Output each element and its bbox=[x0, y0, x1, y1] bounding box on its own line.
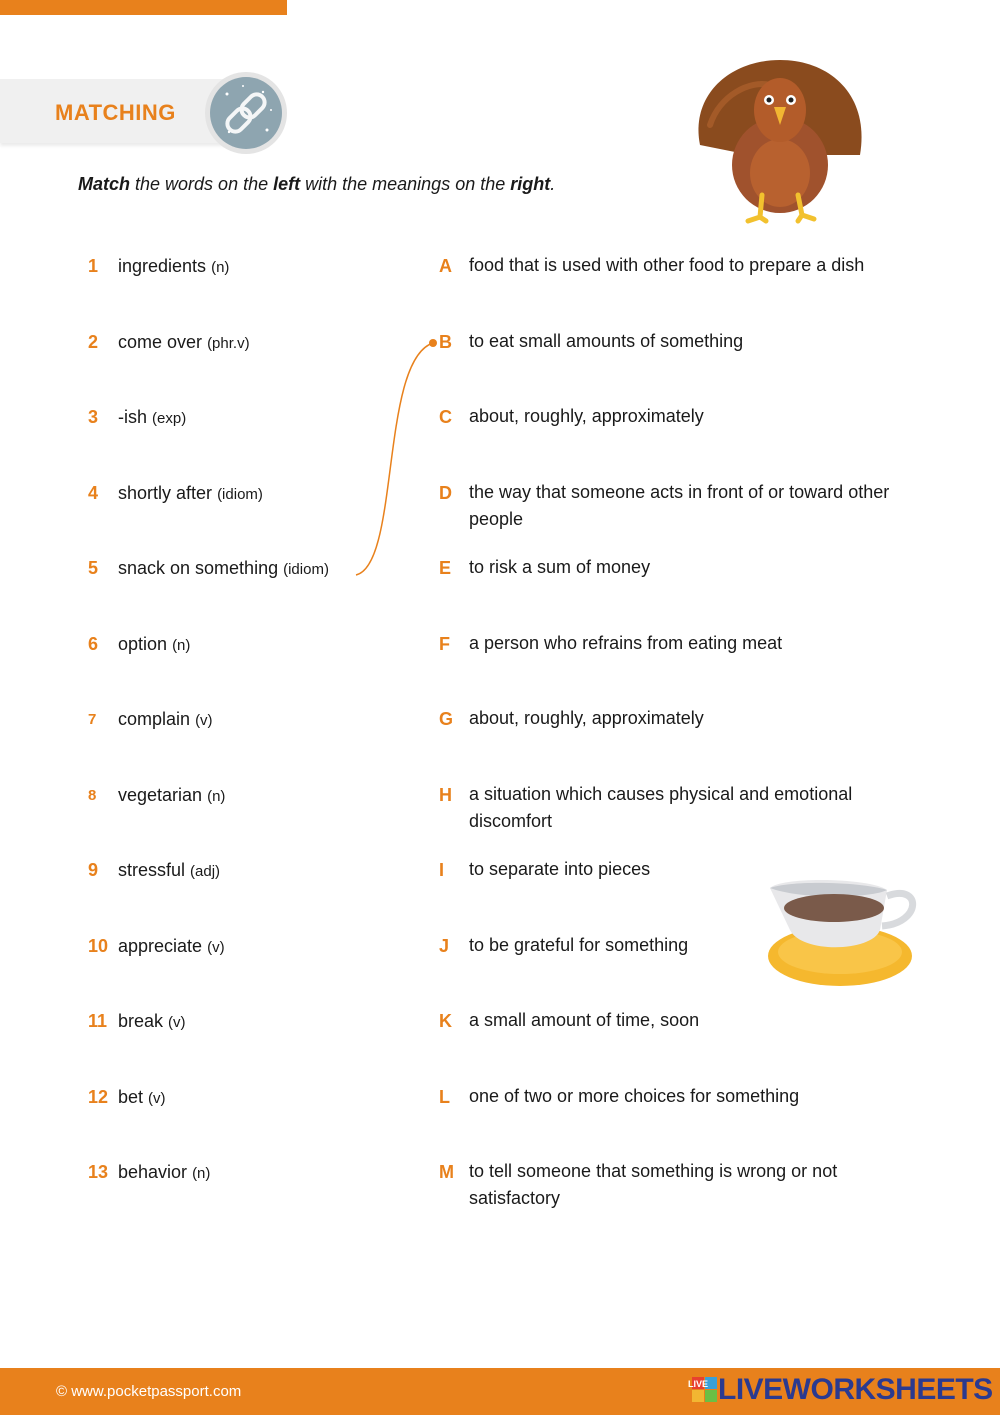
word-text: bet bbox=[118, 1087, 144, 1107]
word-text: shortly after bbox=[118, 483, 213, 503]
word-text: -ish bbox=[118, 407, 148, 427]
item-number: 11 bbox=[88, 1011, 108, 1031]
item-number: 8 bbox=[88, 787, 97, 804]
meaning-item[interactable]: to tell someone that something is wrong or not satisfactory bbox=[469, 1161, 838, 1208]
liveworksheets-logo[interactable]: LIVEWORKSHEETS bbox=[718, 1373, 993, 1406]
meaning-letter: G bbox=[439, 709, 454, 729]
meaning-letter: I bbox=[439, 860, 445, 880]
part-of-speech: (n) bbox=[207, 788, 226, 805]
part-of-speech: (n) bbox=[192, 1165, 211, 1182]
meaning-letter: A bbox=[439, 256, 452, 276]
word-text: ingredients bbox=[118, 256, 207, 276]
meaning-item[interactable]: one of two or more choices for something bbox=[469, 1086, 800, 1106]
footer-copyright[interactable]: © www.pocketpassport.com bbox=[56, 1383, 242, 1400]
meaning-letter: D bbox=[439, 483, 452, 503]
word-text: complain bbox=[118, 709, 191, 729]
meaning-item[interactable]: to be grateful for something bbox=[469, 935, 689, 955]
item-number: 1 bbox=[88, 256, 99, 276]
part-of-speech: (n) bbox=[211, 259, 230, 276]
item-number: 10 bbox=[88, 936, 109, 956]
part-of-speech: (v) bbox=[148, 1090, 166, 1107]
meaning-item[interactable]: a small amount of time, soon bbox=[469, 1010, 700, 1030]
meaning-letter: M bbox=[439, 1162, 454, 1182]
item-number: 2 bbox=[88, 332, 99, 352]
item-number: 9 bbox=[88, 860, 99, 880]
item-number: 4 bbox=[88, 483, 99, 503]
part-of-speech: (v) bbox=[168, 1014, 186, 1031]
meaning-item[interactable]: about, roughly, approximately bbox=[469, 406, 704, 426]
item-number: 5 bbox=[88, 558, 99, 578]
word-text: come over bbox=[118, 332, 203, 352]
word-text: behavior bbox=[118, 1162, 188, 1182]
section-title: MATCHING bbox=[55, 100, 176, 125]
meaning-item[interactable]: about, roughly, approximately bbox=[469, 708, 704, 728]
meaning-item[interactable]: food that is used with other food to prepare a dish bbox=[469, 255, 865, 275]
part-of-speech: (v) bbox=[195, 712, 213, 729]
item-number: 12 bbox=[88, 1087, 109, 1107]
meaning-item[interactable]: to eat small amounts of something bbox=[469, 331, 744, 351]
meaning-letter: B bbox=[439, 332, 452, 352]
meaning-item[interactable]: a person who refrains from eating meat bbox=[469, 633, 783, 653]
item-number: 3 bbox=[88, 407, 99, 427]
meaning-letter: E bbox=[439, 558, 452, 578]
part-of-speech: (phr.v) bbox=[207, 335, 250, 352]
meaning-item[interactable]: to separate into pieces bbox=[469, 859, 651, 879]
word-text: option bbox=[118, 634, 168, 654]
item-number: 6 bbox=[88, 634, 99, 654]
word-text: break bbox=[118, 1011, 164, 1031]
instruction-text: Match the words on the left with the meanings on the right. bbox=[78, 174, 556, 194]
liveworksheets-logo-icon bbox=[687, 1377, 718, 1403]
part-of-speech: (exp) bbox=[152, 410, 187, 427]
meaning-letter: K bbox=[439, 1011, 452, 1031]
part-of-speech: (v) bbox=[207, 939, 225, 956]
word-text: appreciate bbox=[118, 936, 203, 956]
part-of-speech: (adj) bbox=[190, 863, 221, 880]
meaning-letter: L bbox=[439, 1087, 450, 1107]
meaning-item[interactable]: to risk a sum of money bbox=[469, 557, 651, 577]
meaning-letter: C bbox=[439, 407, 452, 427]
word-text: vegetarian bbox=[118, 785, 203, 805]
word-text: stressful bbox=[118, 860, 186, 880]
item-number: 7 bbox=[88, 711, 97, 728]
part-of-speech: (idiom) bbox=[217, 486, 263, 503]
svg-text:LIVE: LIVE bbox=[687, 1379, 709, 1389]
part-of-speech: (n) bbox=[172, 637, 191, 654]
meaning-letter: J bbox=[439, 936, 450, 956]
part-of-speech: (idiom) bbox=[283, 561, 329, 578]
word-text: snack on something bbox=[118, 558, 279, 578]
gravy-boat-illustration bbox=[762, 868, 922, 993]
meaning-letter: F bbox=[439, 634, 450, 654]
meaning-item[interactable]: a situation which causes physical and emotional discomfort bbox=[469, 784, 853, 831]
meaning-letter: H bbox=[439, 785, 452, 805]
meaning-item[interactable]: the way that someone acts in front of or toward other people bbox=[469, 482, 890, 529]
item-number: 13 bbox=[88, 1162, 109, 1182]
